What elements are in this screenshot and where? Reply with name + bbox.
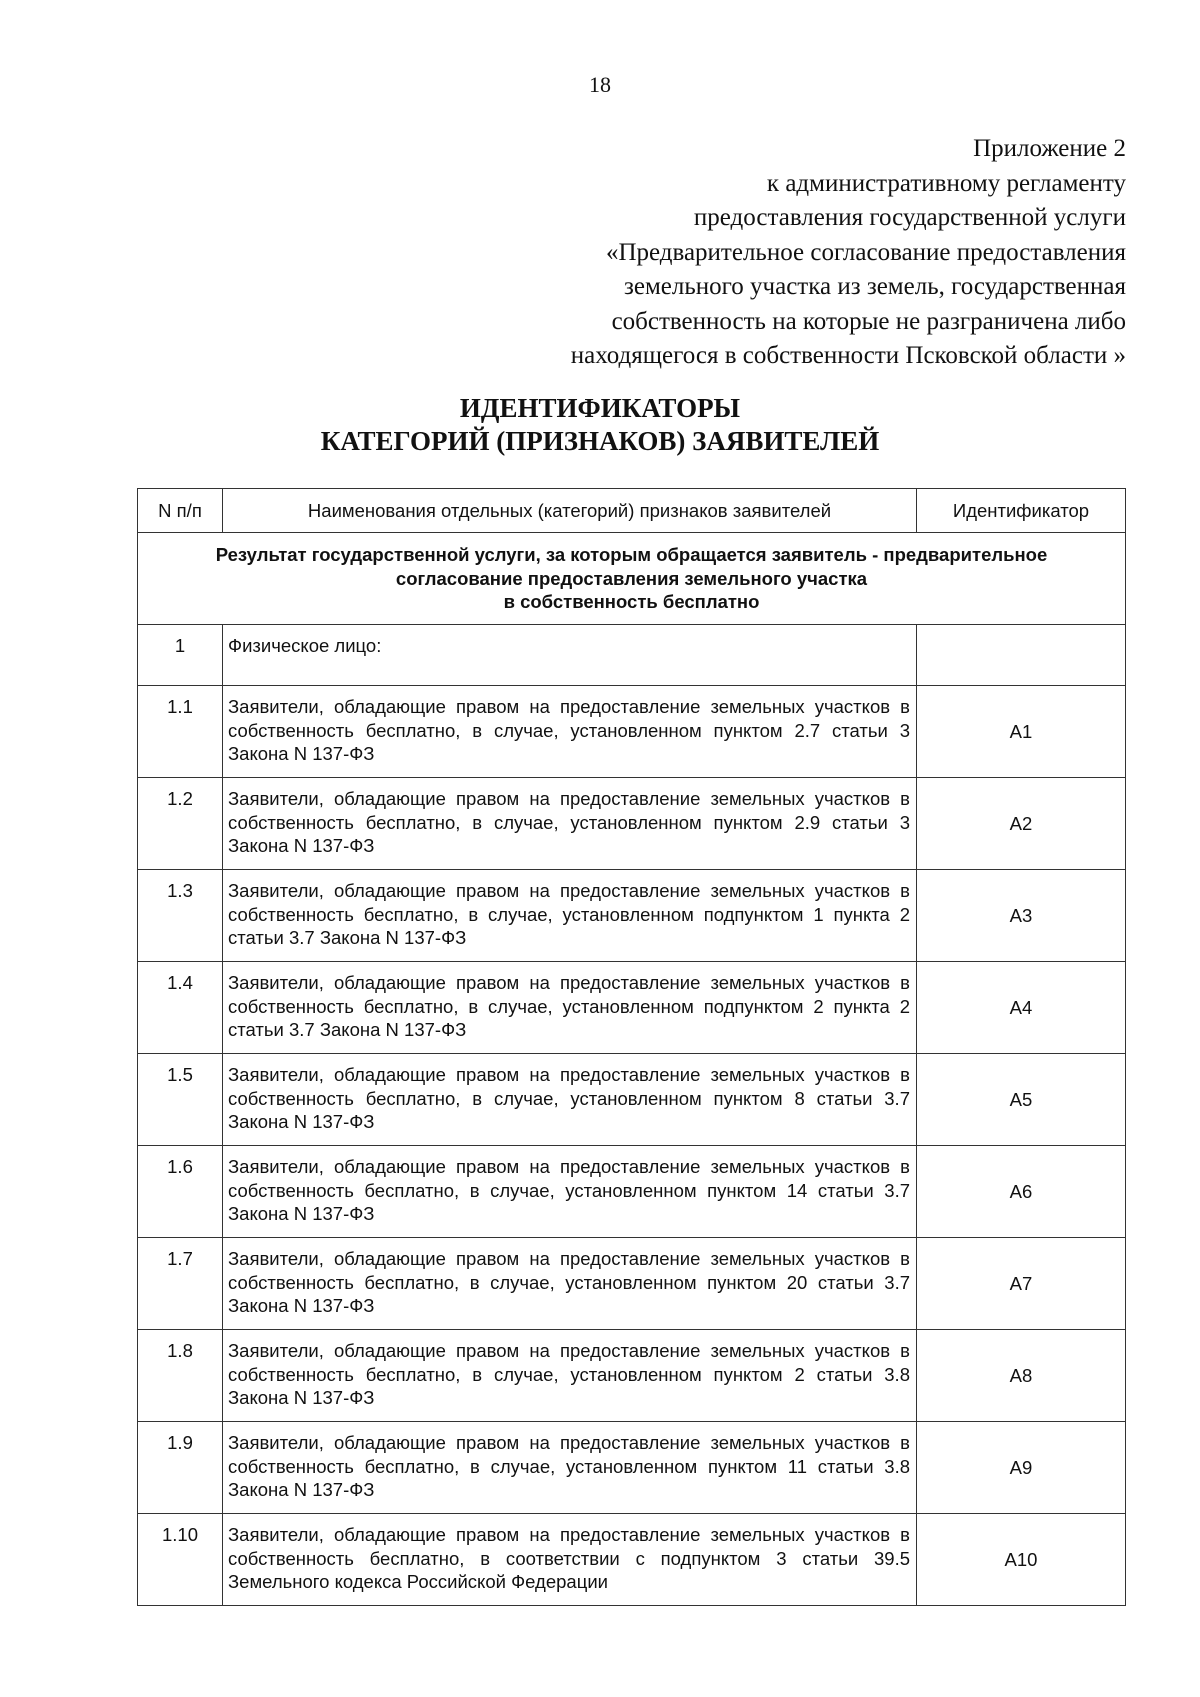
appendix-line: к административному регламенту bbox=[766, 169, 1126, 197]
row-identifier: А5 bbox=[917, 1054, 1126, 1146]
group-identifier bbox=[917, 625, 1126, 686]
row-identifier: А7 bbox=[917, 1238, 1126, 1330]
row-num: 1.8 bbox=[138, 1330, 223, 1422]
table-row bbox=[138, 1238, 1126, 1330]
document-title-line: ИДЕНТИФИКАТОРЫ bbox=[459, 393, 741, 423]
group-name: Физическое лицо: bbox=[223, 625, 917, 686]
table-row bbox=[138, 686, 1126, 778]
header-num: N п/п bbox=[138, 489, 223, 533]
group-row bbox=[138, 625, 1126, 686]
row-num: 1.1 bbox=[138, 686, 223, 778]
appendix-line: предоставления государственной услуги bbox=[693, 204, 1126, 231]
table-row bbox=[138, 870, 1126, 962]
row-identifier: А4 bbox=[917, 962, 1126, 1054]
row-num: 1.2 bbox=[138, 778, 223, 870]
table-row bbox=[138, 1514, 1126, 1606]
document-title bbox=[0, 392, 1200, 458]
row-description: Заявители, обладающие правом на предоставление земельных участков в собственность бесплатно, в случае, установленном пунктом 20 статьи 3.7 Закона N 137-ФЗ bbox=[223, 1238, 917, 1330]
header-name: Наименования отдельных (категорий) признаков заявителей bbox=[223, 489, 917, 533]
row-description: Заявители, обладающие правом на предоставление земельных участков в собственность бесплатно, в случае, установленном пунктом 8 статьи 3.7 Закона N 137-ФЗ bbox=[223, 1054, 917, 1146]
appendix-line: земельного участка из земель, государственная bbox=[624, 273, 1126, 300]
row-identifier: А1 bbox=[917, 686, 1126, 778]
table-row bbox=[138, 778, 1126, 870]
appendix-line: собственность на которые не разграничена либо bbox=[611, 307, 1126, 335]
row-description: Заявители, обладающие правом на предоставление земельных участков в собственность бесплатно, в случае, установленном подпунктом 2 пункта 2 статьи 3.7 Закона N 137-ФЗ bbox=[223, 962, 917, 1054]
row-description: Заявители, обладающие правом на предоставление земельных участков в собственность бесплатно, в соответствии с подпунктом 3 статьи 39.5 Земельного кодекса Российской Федерации bbox=[223, 1514, 917, 1606]
table-row bbox=[138, 962, 1126, 1054]
section-row bbox=[138, 533, 1126, 625]
appendix-line: Приложение 2 bbox=[973, 135, 1126, 162]
table-row bbox=[138, 1330, 1126, 1422]
row-identifier: А10 bbox=[917, 1514, 1126, 1606]
row-identifier: А6 bbox=[917, 1146, 1126, 1238]
section-heading-line: в собственность бесплатно bbox=[503, 591, 760, 613]
row-description: Заявители, обладающие правом на предоставление земельных участков в собственность бесплатно, в случае, установленном пунктом 11 статьи 3.8 Закона N 137-ФЗ bbox=[223, 1422, 917, 1514]
section-heading bbox=[138, 533, 1126, 625]
table-row bbox=[138, 1054, 1126, 1146]
row-identifier: А3 bbox=[917, 870, 1126, 962]
table-row bbox=[138, 1422, 1126, 1514]
header-identifier: Идентификатор bbox=[917, 489, 1126, 533]
row-identifier: А9 bbox=[917, 1422, 1126, 1514]
section-heading-line: согласование предоставления земельного участка bbox=[395, 567, 868, 589]
row-identifier: А8 bbox=[917, 1330, 1126, 1422]
appendix-line: находящегося в собственности Псковской области » bbox=[570, 342, 1126, 369]
page-number: 18 bbox=[589, 72, 611, 97]
identifiers-table bbox=[137, 488, 1126, 1606]
row-description: Заявители, обладающие правом на предоставление земельных участков в собственность бесплатно, в случае, установленном пунктом 2.9 статьи 3 Закона N 137-ФЗ bbox=[223, 778, 917, 870]
row-num: 1.3 bbox=[138, 870, 223, 962]
row-num: 1.5 bbox=[138, 1054, 223, 1146]
table-header-row bbox=[138, 489, 1126, 533]
row-num: 1.10 bbox=[138, 1514, 223, 1606]
document-title-line: КАТЕГОРИЙ (ПРИЗНАКОВ) ЗАЯВИТЕЛЕЙ bbox=[320, 426, 880, 456]
section-heading-line: Результат государственной услуги, за которым обращается заявитель - предварительное bbox=[215, 544, 1048, 566]
row-num: 1.7 bbox=[138, 1238, 223, 1330]
appendix-header bbox=[571, 132, 1126, 374]
row-description: Заявители, обладающие правом на предоставление земельных участков в собственность бесплатно, в случае, установленном пунктом 2.7 статьи 3 Закона N 137-ФЗ bbox=[223, 686, 917, 778]
appendix-line: «Предварительное согласование предоставления bbox=[605, 238, 1126, 266]
row-num: 1.6 bbox=[138, 1146, 223, 1238]
row-description: Заявители, обладающие правом на предоставление земельных участков в собственность бесплатно, в случае, установленном пунктом 2 статьи 3.8 Закона N 137-ФЗ bbox=[223, 1330, 917, 1422]
row-identifier: А2 bbox=[917, 778, 1126, 870]
row-num: 1.9 bbox=[138, 1422, 223, 1514]
row-num: 1.4 bbox=[138, 962, 223, 1054]
row-description: Заявители, обладающие правом на предоставление земельных участков в собственность бесплатно, в случае, установленном пунктом 14 статьи 3.7 Закона N 137-ФЗ bbox=[223, 1146, 917, 1238]
table-row bbox=[138, 1146, 1126, 1238]
row-description: Заявители, обладающие правом на предоставление земельных участков в собственность бесплатно, в случае, установленном подпунктом 1 пункта 2 статьи 3.7 Закона N 137-ФЗ bbox=[223, 870, 917, 962]
group-num: 1 bbox=[138, 625, 223, 686]
